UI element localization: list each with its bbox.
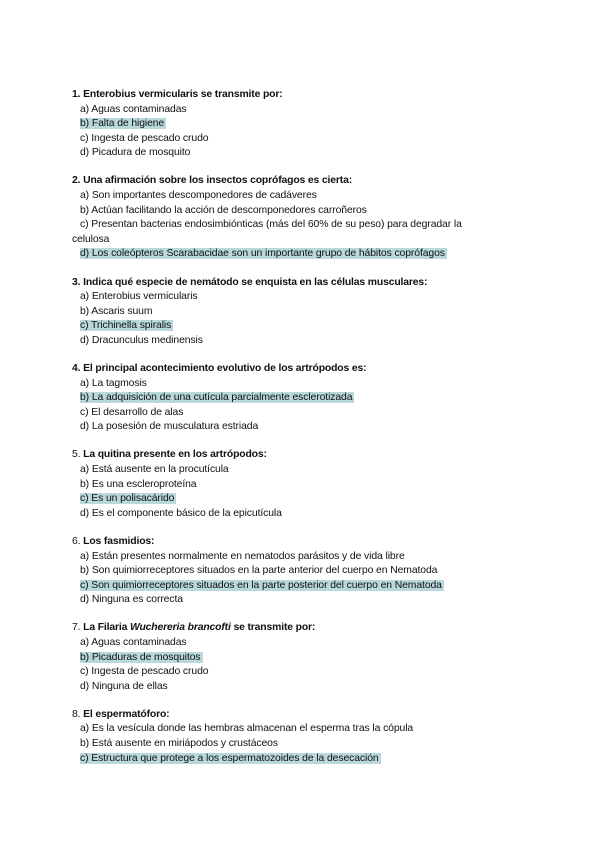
option-c: c) El desarrollo de alas [80,406,184,418]
question-1 [72,88,532,161]
option-c: c) Presentan bacterias endosimbiónticas (más del 60% de su peso) para degradar la celulosa [72,219,462,245]
option-a: a) La tagmosis [80,377,147,389]
option-b [72,391,532,406]
option-d: d) Picadura de mosquito [80,147,191,159]
question-8 [72,708,532,766]
question-5 [72,448,532,521]
question-title [72,621,532,636]
highlighted-answer: c) Son quimiorreceptores situados en la parte posterior del cuerpo en Nematoda [80,579,442,591]
option-c: c) Ingesta de pescado crudo [80,666,209,678]
highlighted-answer: b) La adquisición de una cutícula parcialmente esclerotizada [80,392,353,404]
option-d: d) Es el componente básico de la epicutícula [80,507,282,519]
question-number: 5. [72,449,81,461]
question-2 [72,174,532,262]
question-number: 7. [72,622,81,634]
species-name: Wuchereria brancofti [129,622,231,634]
highlighted-answer: b) Picaduras de mosquitos [80,651,201,663]
question-title [72,276,532,291]
question-4 [72,362,532,435]
option-a: a) Está ausente en la procutícula [80,464,229,476]
question-number: 4. [72,363,81,374]
option-a: a) Aguas contaminadas [80,103,187,115]
option-b: b) Es una escleroproteína [80,478,197,490]
highlighted-answer: c) Estructura que protege a los espermatozoides de la desecación [80,752,379,764]
option-b: b) Son quimiorreceptores situados en la parte anterior del cuerpo en Nematoda [80,565,438,577]
option-b [72,117,532,132]
option-c [72,319,532,334]
question-title [72,88,532,103]
question-text: Los fasmidios: [83,535,155,547]
option-d: d) La posesión de musculatura estriada [80,421,259,433]
question-text: Indica qué especie de nemátodo se enquista en las células musculares: [83,276,428,288]
option-d: d) Ninguna es correcta [80,594,183,606]
highlighted-answer: b) Falta de higiene [80,118,165,130]
question-7 [72,621,532,694]
highlighted-answer: c) Es un polisacárido [80,493,175,505]
option-c [72,579,532,594]
option-a: a) Es la vesícula donde las hembras almacenan el esperma tras la cópula [80,723,414,735]
option-b [72,651,532,666]
highlighted-answer: c) Trichinella spiralis [80,320,172,332]
question-3 [72,276,532,349]
question-title [72,448,532,463]
option-a: a) Enterobius vermicularis [80,291,198,303]
quiz-document [72,88,532,780]
question-text-prefix: La Filaria [83,622,130,634]
question-number: 3. [72,276,81,288]
option-c [72,492,532,507]
option-c: c) Ingesta de pescado crudo [80,132,209,144]
question-text: Enterobius vermicularis se transmite por: [83,89,283,100]
question-text: El espermatóforo: [83,708,170,720]
question-number: 6. [72,535,81,547]
option-a: a) Aguas contaminadas [80,637,187,648]
question-title [72,708,532,723]
question-text-suffix: se transmite por: [230,622,316,634]
question-text: Una afirmación sobre los insectos coprófagos es cierta: [83,175,353,187]
question-text: El principal acontecimiento evolutivo de los artrópodos es: [83,363,367,374]
option-b: b) Está ausente en miriápodos y crustáceos [80,738,278,750]
question-title [72,362,532,377]
option-d: d) Dracunculus medinensis [80,334,203,346]
question-number: 1. [72,89,81,100]
question-number: 8. [72,708,81,720]
option-c [72,752,532,767]
question-text: La quitina presente en los artrópodos: [83,449,267,461]
option-b: b) Ascaris suum [80,305,153,317]
option-b: b) Actúan facilitando la acción de descomponedores carroñeros [80,204,367,216]
option-d [72,247,532,262]
option-a: a) Están presentes normalmente en nematodos parásitos y de vida libre [80,550,405,562]
option-a: a) Son importantes descomponedores de cadáveres [80,190,317,202]
question-number: 2. [72,175,81,187]
highlighted-answer: d) Los coleópteros Scarabacidae son un importante grupo de hábitos coprófagos [80,248,445,260]
question-title [72,535,532,550]
option-d: d) Ninguna de ellas [80,680,168,692]
question-6 [72,535,532,608]
question-title [72,174,532,189]
